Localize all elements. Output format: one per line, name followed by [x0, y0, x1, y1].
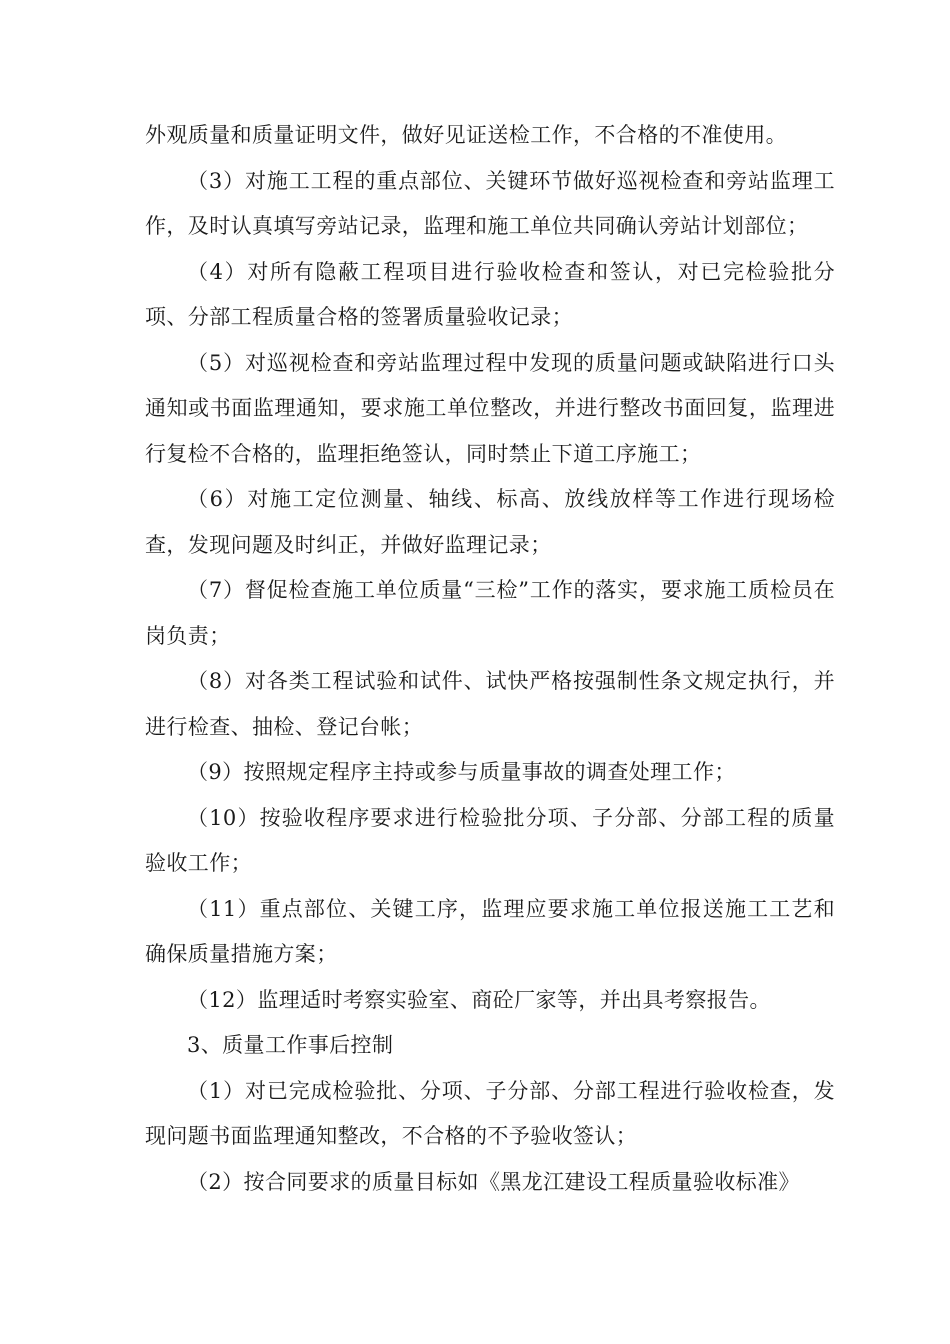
section-heading: 3、质量工作事后控制	[187, 1033, 394, 1057]
paragraph: （10）按验收程序要求进行检验批分项、子分部、分部工程的质量验收工作；	[145, 805, 835, 875]
paragraph: （6）对施工定位测量、轴线、标高、放线放样等工作进行现场检查，发现问题及时纠正，并做好监理记录；	[145, 487, 835, 557]
paragraph: （12）监理适时考察实验室、商砼厂家等，并出具考察报告。	[187, 987, 771, 1012]
paragraph: （4）对所有隐蔽工程项目进行验收检查和签认，对已完检验批分项、分部工程质量合格的签署质量验收记录；	[145, 259, 835, 329]
paragraph: （5）对巡视检查和旁站监理过程中发现的质量问题或缺陷进行口头通知或书面监理通知，要求施工单位整改，并进行整改书面回复，监理进行复检不合格的，监理拒绝签认，同时禁止下道工序施工；	[145, 350, 835, 466]
paragraph: （1）对已完成检验批、分项、子分部、分部工程进行验收检查，发现问题书面监理通知整改，不合格的不予验收签认；	[145, 1078, 835, 1148]
paragraph: 外观质量和质量证明文件，做好见证送检工作，不合格的不准使用。	[145, 123, 787, 147]
body-text	[145, 113, 835, 1205]
paragraph: （7）督促检查施工单位质量“三检”工作的落实，要求施工质检员在岗负责；	[145, 578, 835, 648]
paragraph: （9）按照规定程序主持或参与质量事故的调查处理工作；	[187, 760, 736, 784]
paragraph: （3）对施工工程的重点部位、关键环节做好巡视检查和旁站监理工作，及时认真填写旁站记录，监理和施工单位共同确认旁站计划部位；	[145, 168, 835, 238]
paragraph: （11）重点部位、关键工序，监理应要求施工单位报送施工工艺和确保质量措施方案；	[145, 896, 835, 966]
paragraph: （8）对各类工程试验和试件、试快严格按强制性条文规定执行，并进行检查、抽检、登记台帐；	[145, 669, 835, 739]
paragraph: （2）按合同要求的质量目标如《黑龙江建设工程质量验收标准》	[187, 1169, 800, 1194]
